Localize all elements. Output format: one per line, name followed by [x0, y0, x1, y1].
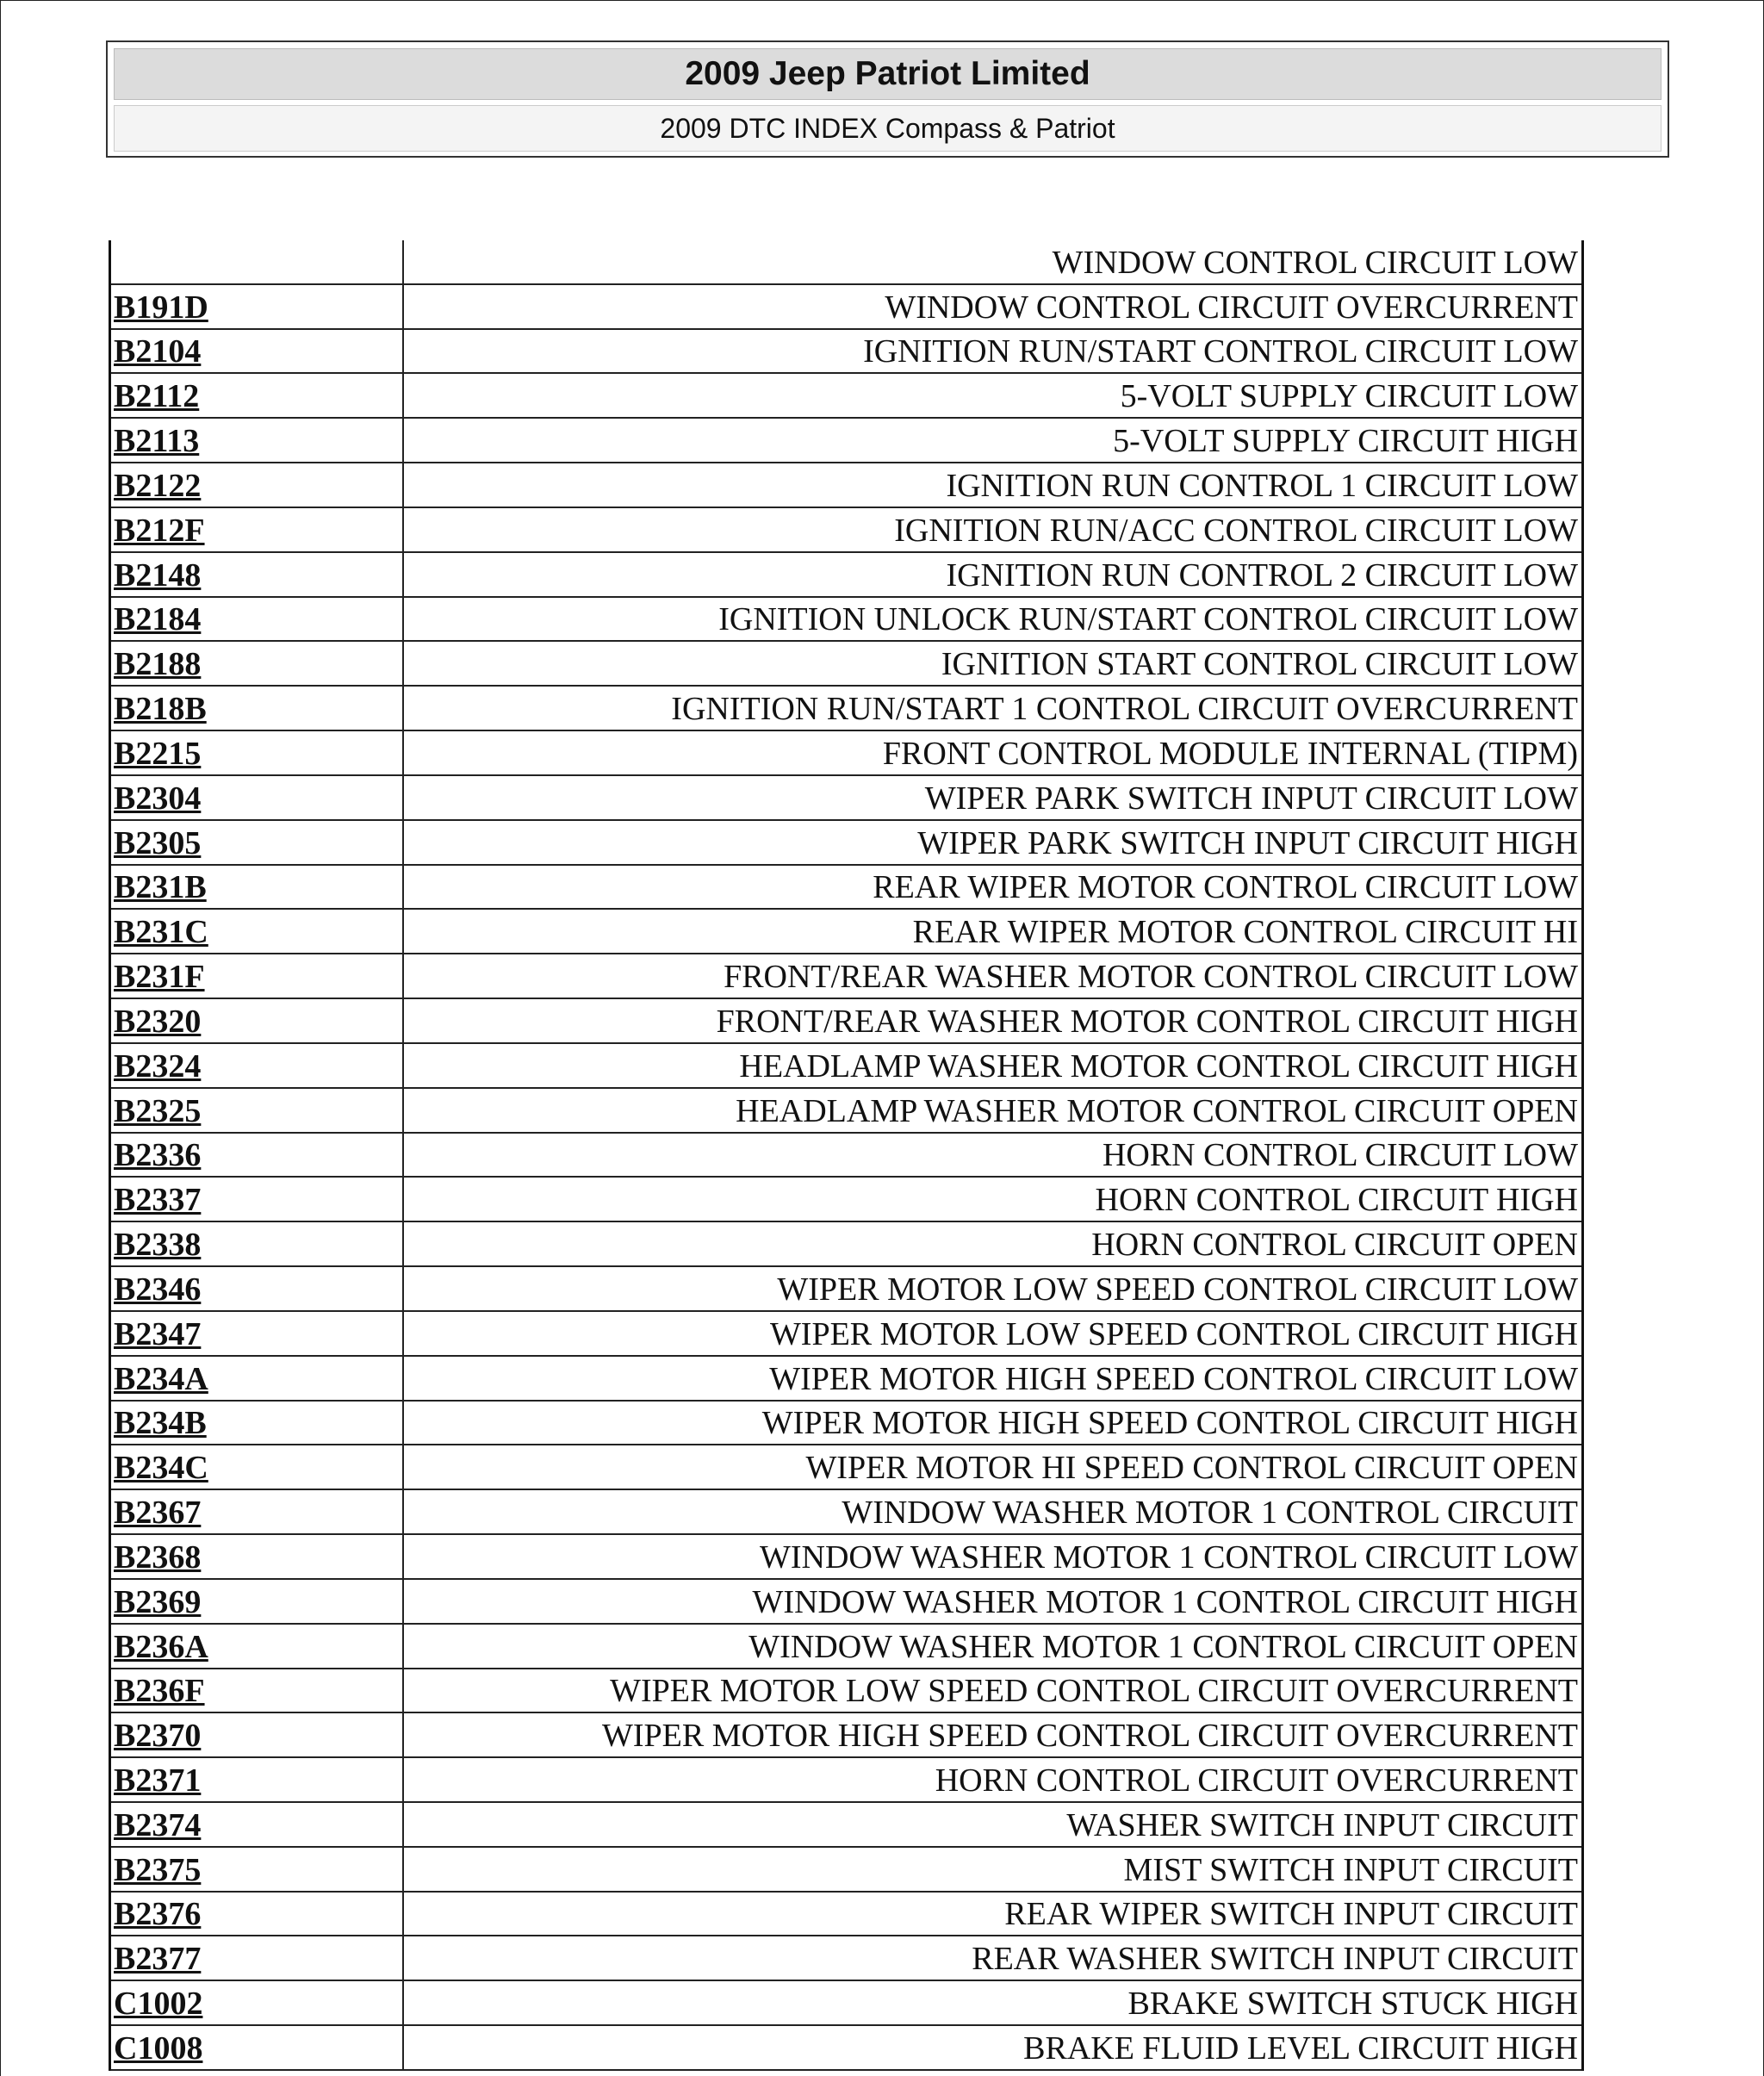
table-row	[111, 1669, 1581, 1714]
dtc-description: IGNITION RUN CONTROL 1 CIRCUIT LOW	[946, 467, 1578, 504]
dtc-description: WINDOW CONTROL CIRCUIT LOW	[1052, 244, 1578, 281]
dtc-description: WIPER MOTOR LOW SPEED CONTROL CIRCUIT HIGH	[769, 1315, 1578, 1352]
table-row	[111, 642, 1581, 687]
table-row	[111, 1893, 1581, 1937]
table-row	[111, 1535, 1581, 1580]
table-row	[111, 1803, 1581, 1848]
dtc-description: REAR WASHER SWITCH INPUT CIRCUIT	[972, 1941, 1578, 1978]
table-row	[111, 463, 1581, 508]
dtc-code-link[interactable]: B2376	[111, 1893, 404, 1936]
table-row	[111, 508, 1581, 553]
table-row	[111, 1490, 1581, 1535]
dtc-code-link[interactable]: B234A	[111, 1357, 404, 1400]
dtc-code-link[interactable]: C1002	[111, 1981, 404, 2024]
dtc-code-link[interactable]: B2324	[111, 1044, 404, 1087]
dtc-description: REAR WIPER MOTOR CONTROL CIRCUIT LOW	[873, 869, 1578, 906]
table-row	[111, 598, 1581, 643]
table-row	[111, 1758, 1581, 1803]
table-row	[111, 1312, 1581, 1357]
table-row	[111, 1178, 1581, 1222]
dtc-description: IGNITION RUN CONTROL 2 CIRCUIT LOW	[946, 556, 1578, 594]
dtc-code-link[interactable]: B212F	[111, 508, 404, 551]
dtc-description: WASHER SWITCH INPUT CIRCUIT	[1066, 1806, 1578, 1843]
table-row	[111, 999, 1581, 1044]
dtc-code-link[interactable]: B2215	[111, 731, 404, 774]
dtc-code-link[interactable]: B2367	[111, 1490, 404, 1533]
table-row	[111, 776, 1581, 821]
table-row	[111, 1981, 1581, 2026]
dtc-description: WINDOW WASHER MOTOR 1 CONTROL CIRCUIT LOW	[760, 1538, 1578, 1576]
dtc-code-link[interactable]: B2305	[111, 821, 404, 864]
table-row	[111, 1936, 1581, 1981]
table-row	[111, 2026, 1581, 2071]
table-row	[111, 1625, 1581, 1669]
dtc-description: WIPER PARK SWITCH INPUT CIRCUIT LOW	[924, 780, 1578, 817]
dtc-code-link[interactable]: B218B	[111, 687, 404, 730]
dtc-description: WINDOW WASHER MOTOR 1 CONTROL CIRCUIT HIGH	[752, 1583, 1578, 1620]
dtc-description: IGNITION RUN/ACC CONTROL CIRCUIT LOW	[894, 512, 1578, 549]
table-row	[111, 285, 1581, 330]
dtc-code-link[interactable]: B2370	[111, 1713, 404, 1756]
dtc-description: HORN CONTROL CIRCUIT OPEN	[1091, 1227, 1578, 1264]
dtc-code-link[interactable]: B234B	[111, 1402, 404, 1445]
dtc-code-link[interactable]: B236A	[111, 1625, 404, 1668]
dtc-description: BRAKE FLUID LEVEL CIRCUIT HIGH	[1023, 2029, 1578, 2067]
dtc-code-link[interactable]: B2320	[111, 999, 404, 1042]
dtc-code-link[interactable]: B2369	[111, 1580, 404, 1623]
dtc-code-link[interactable]: C1008	[111, 2026, 404, 2069]
table-row	[111, 553, 1581, 598]
table-row	[111, 1402, 1581, 1446]
table-row	[111, 1134, 1581, 1178]
dtc-code-link[interactable]: B236F	[111, 1669, 404, 1712]
document-subtitle: 2009 DTC INDEX Compass & Patriot	[114, 105, 1662, 152]
dtc-code-link[interactable]: B2371	[111, 1758, 404, 1801]
dtc-code-link[interactable]: B231C	[111, 910, 404, 953]
dtc-description: FRONT/REAR WASHER MOTOR CONTROL CIRCUIT LOW	[724, 959, 1578, 996]
dtc-code-link[interactable]: B2184	[111, 598, 404, 641]
dtc-code-link[interactable]: B2188	[111, 642, 404, 685]
table-row	[111, 330, 1581, 375]
dtc-code-link	[111, 240, 404, 283]
dtc-description: FRONT/REAR WASHER MOTOR CONTROL CIRCUIT HIGH	[716, 1003, 1578, 1040]
dtc-description: HORN CONTROL CIRCUIT HIGH	[1095, 1182, 1578, 1219]
dtc-code-link[interactable]: B2338	[111, 1222, 404, 1265]
dtc-description: IGNITION RUN/START CONTROL CIRCUIT LOW	[863, 333, 1578, 370]
dtc-code-link[interactable]: B234C	[111, 1445, 404, 1489]
table-row	[111, 419, 1581, 463]
dtc-code-link[interactable]: B2325	[111, 1089, 404, 1132]
table-row	[111, 821, 1581, 866]
dtc-table	[109, 240, 1584, 2071]
dtc-code-link[interactable]: B2336	[111, 1134, 404, 1177]
dtc-code-link[interactable]: B2113	[111, 419, 404, 462]
table-row	[111, 1222, 1581, 1267]
dtc-description: FRONT CONTROL MODULE INTERNAL (TIPM)	[882, 735, 1578, 772]
dtc-description: HORN CONTROL CIRCUIT OVERCURRENT	[935, 1762, 1578, 1799]
dtc-code-link[interactable]: B2304	[111, 776, 404, 819]
table-row	[111, 954, 1581, 999]
table-row	[111, 1713, 1581, 1758]
dtc-code-link[interactable]: B2112	[111, 374, 404, 417]
table-row	[111, 1580, 1581, 1625]
dtc-code-link[interactable]: B2337	[111, 1178, 404, 1221]
table-row	[111, 1267, 1581, 1312]
table-row	[111, 240, 1581, 285]
dtc-description: WINDOW WASHER MOTOR 1 CONTROL CIRCUIT	[842, 1495, 1578, 1532]
dtc-code-link[interactable]: B2377	[111, 1936, 404, 1980]
dtc-code-link[interactable]: B2104	[111, 330, 404, 373]
dtc-description: WIPER MOTOR LOW SPEED CONTROL CIRCUIT LOW	[777, 1271, 1578, 1308]
table-row	[111, 1044, 1581, 1089]
dtc-description: REAR WIPER SWITCH INPUT CIRCUIT	[1004, 1896, 1578, 1933]
dtc-description: IGNITION START CONTROL CIRCUIT LOW	[941, 646, 1578, 683]
dtc-description: WIPER MOTOR LOW SPEED CONTROL CIRCUIT OVERCURRENT	[610, 1673, 1578, 1710]
dtc-description: IGNITION UNLOCK RUN/START CONTROL CIRCUIT LOW	[718, 601, 1578, 638]
dtc-code-link[interactable]: B2374	[111, 1803, 404, 1846]
dtc-description: WIPER MOTOR HIGH SPEED CONTROL CIRCUIT LOW	[769, 1360, 1578, 1397]
dtc-code-link[interactable]: B2368	[111, 1535, 404, 1578]
document-header	[106, 40, 1669, 158]
dtc-code-link[interactable]: B2346	[111, 1267, 404, 1310]
table-row	[111, 1089, 1581, 1134]
dtc-description: WIPER PARK SWITCH INPUT CIRCUIT HIGH	[917, 824, 1578, 861]
dtc-description: IGNITION RUN/START 1 CONTROL CIRCUIT OVERCURRENT	[671, 691, 1578, 728]
dtc-description: WIPER MOTOR HIGH SPEED CONTROL CIRCUIT OVERCURRENT	[601, 1718, 1578, 1755]
table-row	[111, 910, 1581, 954]
table-row	[111, 687, 1581, 731]
dtc-code-link[interactable]: B231B	[111, 866, 404, 909]
dtc-description: WINDOW WASHER MOTOR 1 CONTROL CIRCUIT OPEN	[748, 1628, 1578, 1665]
dtc-code-link[interactable]: B2148	[111, 553, 404, 596]
dtc-description: MIST SWITCH INPUT CIRCUIT	[1123, 1851, 1578, 1888]
table-row	[111, 1848, 1581, 1893]
dtc-code-link[interactable]: B231F	[111, 954, 404, 998]
table-row	[111, 1357, 1581, 1402]
dtc-description: REAR WIPER MOTOR CONTROL CIRCUIT HI	[912, 914, 1578, 951]
dtc-description: BRAKE SWITCH STUCK HIGH	[1127, 1986, 1578, 2023]
dtc-code-link[interactable]: B191D	[111, 285, 404, 328]
dtc-description: 5-VOLT SUPPLY CIRCUIT LOW	[1120, 378, 1578, 415]
dtc-description: WIPER MOTOR HIGH SPEED CONTROL CIRCUIT HIGH	[761, 1405, 1578, 1442]
dtc-description: WINDOW CONTROL CIRCUIT OVERCURRENT	[885, 289, 1578, 326]
dtc-description: HEADLAMP WASHER MOTOR CONTROL CIRCUIT HIGH	[739, 1047, 1578, 1085]
table-row	[111, 866, 1581, 911]
dtc-description: HORN CONTROL CIRCUIT LOW	[1102, 1137, 1578, 1174]
table-row	[111, 374, 1581, 419]
dtc-description: 5-VOLT SUPPLY CIRCUIT HIGH	[1113, 423, 1578, 460]
dtc-code-link[interactable]: B2122	[111, 463, 404, 507]
dtc-description: HEADLAMP WASHER MOTOR CONTROL CIRCUIT OPEN	[736, 1092, 1578, 1129]
vehicle-title: 2009 Jeep Patriot Limited	[114, 48, 1662, 100]
table-row	[111, 1445, 1581, 1490]
table-row	[111, 731, 1581, 776]
dtc-code-link[interactable]: B2375	[111, 1848, 404, 1891]
dtc-description: WIPER MOTOR HI SPEED CONTROL CIRCUIT OPEN	[805, 1450, 1578, 1487]
dtc-code-link[interactable]: B2347	[111, 1312, 404, 1355]
